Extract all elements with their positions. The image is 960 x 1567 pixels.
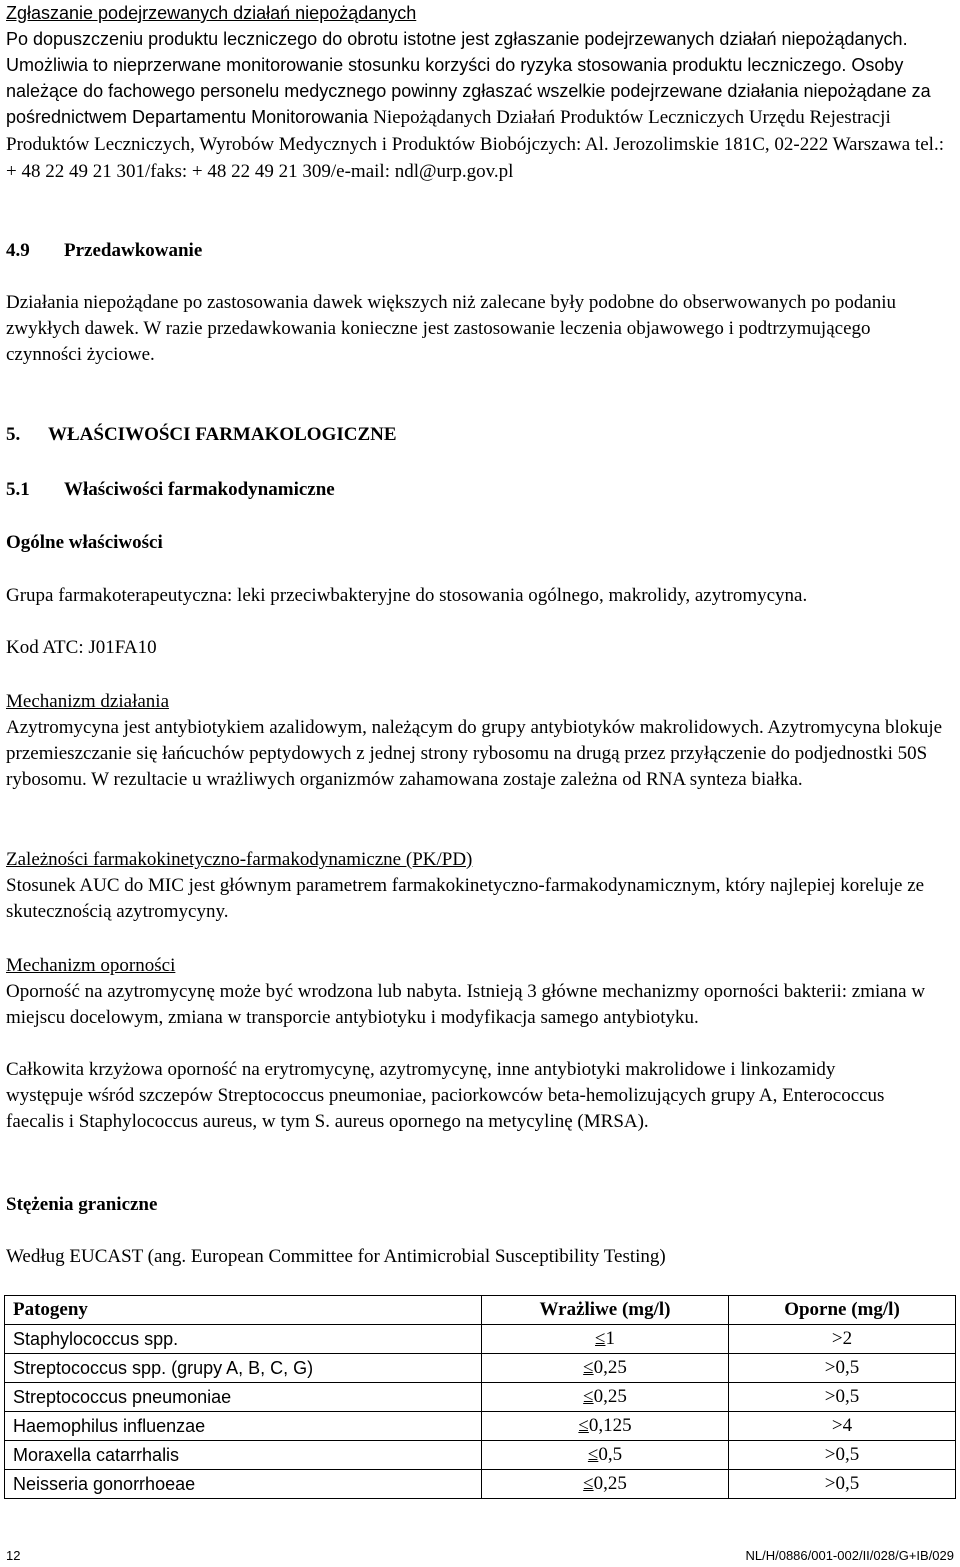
- section-number: 5.: [6, 424, 21, 445]
- susceptible-cell: [482, 1412, 729, 1441]
- susceptible-value: 1: [605, 1328, 615, 1349]
- susceptible-value: 0,125: [588, 1415, 632, 1436]
- susceptible-cell: [482, 1441, 729, 1470]
- resistant-cell: >0,5: [729, 1383, 956, 1412]
- susceptible-value: 0,25: [593, 1357, 627, 1378]
- table-row: [5, 1441, 956, 1470]
- breakpoints-title: Stężenia graniczne: [6, 1194, 158, 1215]
- section-title: Przedawkowanie: [64, 240, 203, 261]
- table-row: [5, 1383, 956, 1412]
- pathogen-cell: Streptococcus spp. (grupy A, B, C, G): [5, 1354, 482, 1383]
- overdose-text: Działania niepożądane po zastosowania dawek większych niż zalecane były podobne do obserwowanych po podaniu zwykłych dawek. W razie przedawkowania konieczne jest zastosowanie leczenia objawowego i podtrzymującego czynności życiowe.: [6, 292, 897, 365]
- le-symbol: ≤: [578, 1415, 589, 1436]
- pathogen-cell: Neisseria gonorrhoeae: [5, 1470, 482, 1499]
- general-properties-title: Ogólne właściwości: [6, 532, 163, 553]
- pkpd-text: Stosunek AUC do MIC jest głównym parametrem farmakokinetyczno-farmakodynamicznym, który najlepiej koreluje ze skutecznością azytromycyny.: [6, 875, 925, 922]
- page-number: 12: [6, 1548, 21, 1563]
- table-row: [5, 1325, 956, 1354]
- document-code: NL/H/0886/001-002/II/028/G+IB/029: [745, 1548, 954, 1563]
- susceptible-cell: [482, 1354, 729, 1383]
- reporting-intro-text: Po dopuszczeniu produktu leczniczego do obrotu istotne jest zgłaszanie podejrzewanych działań niepożądanych. Umożliwia to nieprzerwane monitorowanie stosunku korzyści do ryzyka stosowania produktu leczniczego.: [6, 29, 908, 75]
- susceptible-cell: [482, 1383, 729, 1412]
- pharmacotherapeutic-group: Grupa farmakoterapeutyczna: leki przeciwbakteryjne do stosowania ogólnego, makrolidy, azytromycyna.: [6, 585, 808, 606]
- susceptible-value: 0,25: [593, 1473, 627, 1494]
- breakpoints-source: Według EUCAST (ang. European Committee for Antimicrobial Susceptibility Testing): [6, 1246, 666, 1267]
- le-symbol: ≤: [583, 1473, 594, 1494]
- page-footer: [6, 1548, 954, 1564]
- reporting-hcp-text: Osoby należące do fachowego personelu medycznego powinny zgłaszać wszelkie podejrzewane działania niepożądane za pośrednictwem Departamentu Monitorowania: [6, 55, 931, 127]
- pathogen-cell: Streptococcus pneumoniae: [5, 1383, 482, 1412]
- section-5-1-heading: [6, 477, 335, 503]
- susceptible-value: 0,5: [598, 1444, 623, 1465]
- table-header-row: [5, 1296, 956, 1325]
- reporting-paragraph: [6, 26, 952, 185]
- pkpd-title: Zależności farmakokinetyczno-farmakodynamiczne (PK/PD): [6, 849, 473, 870]
- pathogen-cell: Haemophilus influenzae: [5, 1412, 482, 1441]
- susceptible-cell: [482, 1470, 729, 1499]
- mechanism-text: Azytromycyna jest antybiotykiem azalidowym, należącym do grupy antybiotyków makrolidowych. Azytromycyna blokuje przemieszczanie się łańcuchów peptydowych z jednej strony rybosomu na drugą przez przyłączenie do podjednostki 50S rybosomu. W rezultacie u wrażliwych organizmów zahamowana zostaje zależna od RNA synteza białka.: [6, 717, 943, 790]
- table-row: [5, 1354, 956, 1383]
- reporting-title: Zgłaszanie podejrzewanych działań niepożądanych: [6, 3, 417, 23]
- resistant-cell: >0,5: [729, 1441, 956, 1470]
- reporting-address-text: Niepożądanych Działań Produktów Leczniczych Urzędu Rejestracji Produktów Leczniczych, Wyrobów Medycznych i Produktów Biobójczych: Al. Jerozolimskie 181C, 02-222 Warszawa tel.: + 48 22 49 21 301/faks: + 48 22 49 21 309/e-mail: ndl@urp.gov.pl: [6, 107, 944, 182]
- section-title: WŁAŚCIWOŚCI FARMAKOLOGICZNE: [48, 424, 397, 445]
- le-symbol: ≤: [583, 1386, 594, 1407]
- section-number: 4.9: [6, 240, 30, 261]
- susceptible-cell: [482, 1325, 729, 1354]
- breakpoints-table: [4, 1295, 956, 1499]
- section-number: 5.1: [6, 479, 30, 500]
- resistance-text-1: Oporność na azytromycynę może być wrodzona lub nabyta. Istnieją 3 główne mechanizmy oporności bakterii: zmiana w miejscu docelowym, zmiana w transporcie antybiotyku i modyfikacja samego antybiotyku.: [6, 981, 926, 1028]
- header-susceptible: Wrażliwe (mg/l): [482, 1296, 729, 1325]
- resistant-cell: >0,5: [729, 1470, 956, 1499]
- section-4-9-heading: [6, 238, 202, 264]
- atc-code: Kod ATC: J01FA10: [6, 637, 157, 658]
- header-resistant: Oporne (mg/l): [729, 1296, 956, 1325]
- table-row: [5, 1470, 956, 1499]
- resistant-cell: >4: [729, 1412, 956, 1441]
- resistance-title: Mechanizm oporności: [6, 955, 176, 976]
- resistant-cell: >0,5: [729, 1354, 956, 1383]
- resistant-cell: >2: [729, 1325, 956, 1354]
- section-5-heading: [6, 422, 397, 448]
- susceptible-value: 0,25: [593, 1386, 627, 1407]
- le-symbol: ≤: [583, 1357, 594, 1378]
- mechanism-title: Mechanizm działania: [6, 691, 170, 712]
- header-pathogen: Patogeny: [5, 1296, 482, 1325]
- section-title: Właściwości farmakodynamiczne: [64, 479, 335, 500]
- le-symbol: ≤: [595, 1328, 606, 1349]
- resistance-text-2: Całkowita krzyżowa oporność na erytromycynę, azytromycynę, inne antybiotyki makrolidowe i linkozamidy występuje wśród szczepów Streptococcus pneumoniae, paciorkowców beta-hemolizujących grupy A, Enterococcus faecalis i Staphylococcus aureus, w tym S. aureus opornego na metycylinę (MRSA).: [6, 1059, 885, 1132]
- table-row: [5, 1412, 956, 1441]
- pathogen-cell: Moraxella catarrhalis: [5, 1441, 482, 1470]
- pathogen-cell: Staphylococcus spp.: [5, 1325, 482, 1354]
- le-symbol: ≤: [587, 1444, 599, 1465]
